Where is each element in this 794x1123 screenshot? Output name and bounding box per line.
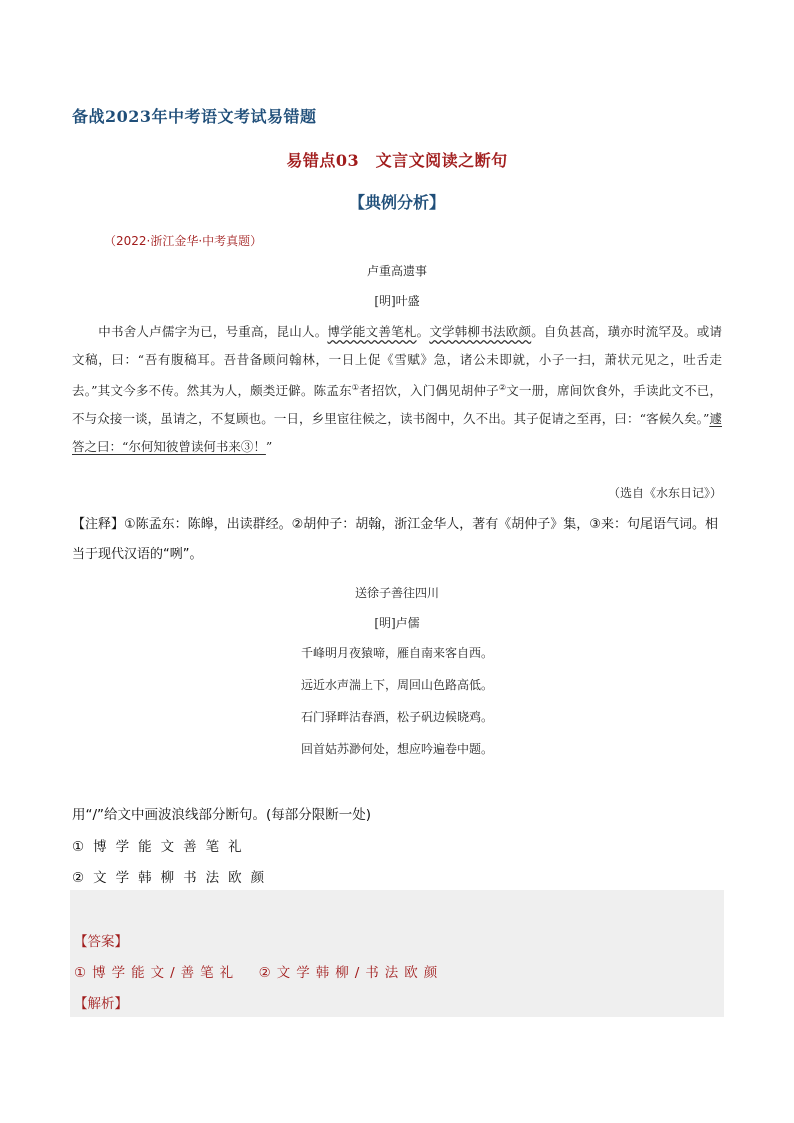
poem-line: 石门驿畔沽春酒，松子矾边候晓鸡。: [300, 710, 493, 724]
annotations: 【注释】①陈孟东：陈皞，出读群经。②胡仲子：胡翰，浙江金华人，著有《胡仲子》集，③来：句尾语气词。相当于现代汉语的“咧”。: [72, 517, 718, 562]
poem-line: 千峰明月夜猿啼，雁自南来客自西。: [300, 646, 493, 660]
answer-box: [70, 890, 724, 1017]
question-source: （2022·浙江金华·中考真题）: [104, 234, 263, 248]
passage-text: 中书舍人卢儒字为已，号重高，昆山人。: [98, 324, 328, 339]
passage-reference: （选自《水东日记》）: [607, 486, 722, 500]
passage-author: [明]叶盛: [374, 294, 420, 308]
passage-body: [72, 318, 722, 461]
poem-line: 远近水声湍上下，周回山色路高低。: [300, 678, 493, 692]
question-prompt: 用“/”给文中画波浪线部分断句。(每部分限断一处): [72, 807, 372, 823]
passage-text: 文一册，席间饮食外，手读此文不已，不与众接一谈，虽请之，不复顾也。一日，乡里宦往候之，读书阁中，久不出。其子促请之至再，曰：“客候久矣。”: [72, 383, 722, 427]
passage-text: 。自负甚高，璜亦时流罕及。或请文稿，曰：“吾有腹稿耳。吾昔备顾问翰林，一日上促《雪赋》急，诸公未即就，小子一扫，萧状元见之，吐舌走去。”其文今多不传。然其为人，颇类迂僻。陈孟东: [72, 324, 722, 399]
passage-text: 。: [416, 324, 430, 339]
analysis-label: 【解析】: [74, 996, 128, 1012]
wavy-segment-2: 文学韩柳书法欧颜: [429, 324, 532, 339]
passage-text: ”: [265, 439, 273, 455]
question-item-1: ①博学能文善笔礼: [72, 839, 251, 855]
section-heading: 【典例分析】: [348, 193, 445, 212]
poem-title: 送徐子善往四川: [354, 586, 439, 600]
poem-author: [明]卢儒: [374, 616, 420, 630]
question-item-2: ②文学韩柳书法欧颜: [72, 870, 274, 886]
answer-text: ①博学能文/善笔礼 ②文学韩柳/书法欧颜: [74, 965, 444, 981]
topic-subtitle: 易错点03 文言文阅读之断句: [286, 151, 508, 170]
document-header: 备战2023年中考语文考试易错题: [72, 107, 317, 126]
poem-line: 回首姑苏渺何处，想应吟遍卷中题。: [300, 742, 493, 756]
passage-text: 者招饮，入门偶见胡仲子: [359, 383, 499, 399]
footnote-marker: ②: [498, 383, 507, 392]
answer-label: 【答案】: [74, 934, 128, 950]
passage-title: 卢重高遗事: [366, 264, 427, 278]
underlined-sentence: 遽答之曰：“尔何知彼曾读何书来③！: [72, 411, 722, 455]
wavy-segment-1: 博学能文善笔札: [327, 324, 417, 339]
footnote-marker: ①: [351, 383, 360, 392]
